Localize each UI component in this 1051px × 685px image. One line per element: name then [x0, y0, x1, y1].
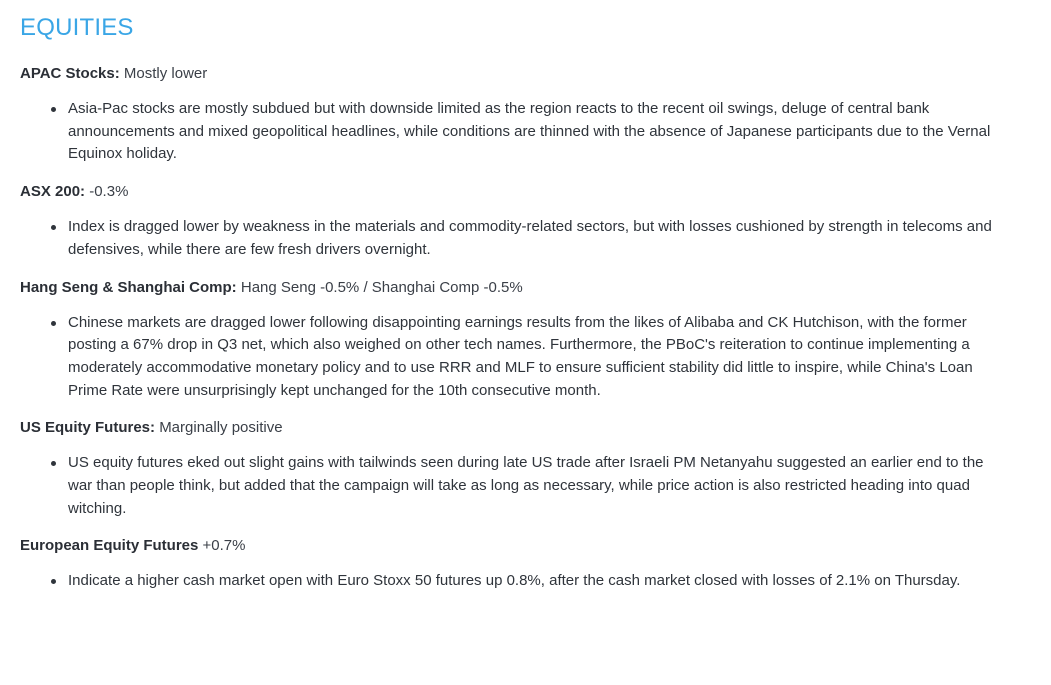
bullet-list: [20, 216, 1031, 261]
list-item: [68, 216, 998, 261]
bullet-text: Asia-Pac stocks are mostly subdued but with downside limited as the region reacts to the recent oil swings, deluge of central bank announcements and mixed geopolitical headlines, while conditions are thinned with the absence of Japanese participants due to the Vernal Equinox holiday.: [68, 100, 991, 163]
list-item: [68, 98, 998, 166]
list-item: [68, 570, 998, 593]
section-title: [20, 181, 1031, 203]
list-item: [68, 312, 998, 403]
section-european-equity-futures: [20, 535, 1031, 593]
bullet-dot-icon: [51, 321, 56, 326]
section-value: -0.3%: [89, 183, 129, 201]
page-title: EQUITIES: [20, 14, 134, 41]
section-asx-200: [20, 181, 1031, 261]
section-value: Hang Seng -0.5% / Shanghai Comp -0.5%: [240, 278, 523, 296]
section-apac-stocks: [20, 63, 1031, 166]
section-value: +0.7%: [202, 537, 246, 555]
bullet-dot-icon: [51, 579, 56, 584]
bullet-list: [20, 312, 1031, 403]
section-label: ASX 200:: [20, 183, 86, 201]
section-us-equity-futures: [20, 417, 1031, 520]
section-title: [20, 63, 1031, 85]
section-label: US Equity Futures:: [20, 419, 156, 437]
bullet-list: [20, 452, 1031, 520]
bullet-text: Indicate a higher cash market open with Euro Stoxx 50 futures up 0.8%, after the cash market closed with losses of 2.1% on Thursday.: [68, 572, 961, 590]
list-item: [68, 452, 998, 520]
bullet-dot-icon: [51, 225, 56, 230]
section-title: [20, 535, 1031, 557]
bullet-list: [20, 570, 1031, 593]
section-label: European Equity Futures: [20, 537, 199, 555]
bullet-list: [20, 98, 1031, 166]
bullet-text: US equity futures eked out slight gains with tailwinds seen during late US trade after Israeli PM Netanyahu suggested an earlier end to the war than people think, but added that the campaign will take as long as necessary, while price action is also restricted heading into quad witching.: [68, 454, 984, 517]
section-hang-seng-shanghai: [20, 277, 1031, 403]
section-title: [20, 277, 1031, 299]
section-value: Marginally positive: [159, 419, 283, 437]
section-title: [20, 417, 1031, 439]
section-label: Hang Seng & Shanghai Comp:: [20, 278, 237, 296]
section-value: Mostly lower: [123, 65, 208, 82]
bullet-text: Index is dragged lower by weakness in the materials and commodity-related sectors, but with losses cushioned by strength in telecoms and defensives, while there are few fresh drivers overnight.: [68, 218, 992, 258]
bullet-dot-icon: [51, 461, 56, 466]
bullet-dot-icon: [51, 107, 56, 112]
bullet-text: Chinese markets are dragged lower following disappointing earnings results from the likes of Alibaba and CK Hutchison, with the former posting a 67% drop in Q3 net, which also weighed on other tech names. Furthermore, the PBoC's reiteration to continue implementing a moderately accommodative monetary policy and to use RRR and MLF to ensure sufficient stability did little to inspire, while China's Loan Prime Rate were unsurprisingly kept unchanged for the 10th consecutive month.: [68, 313, 973, 399]
section-label: APAC Stocks:: [20, 65, 120, 82]
